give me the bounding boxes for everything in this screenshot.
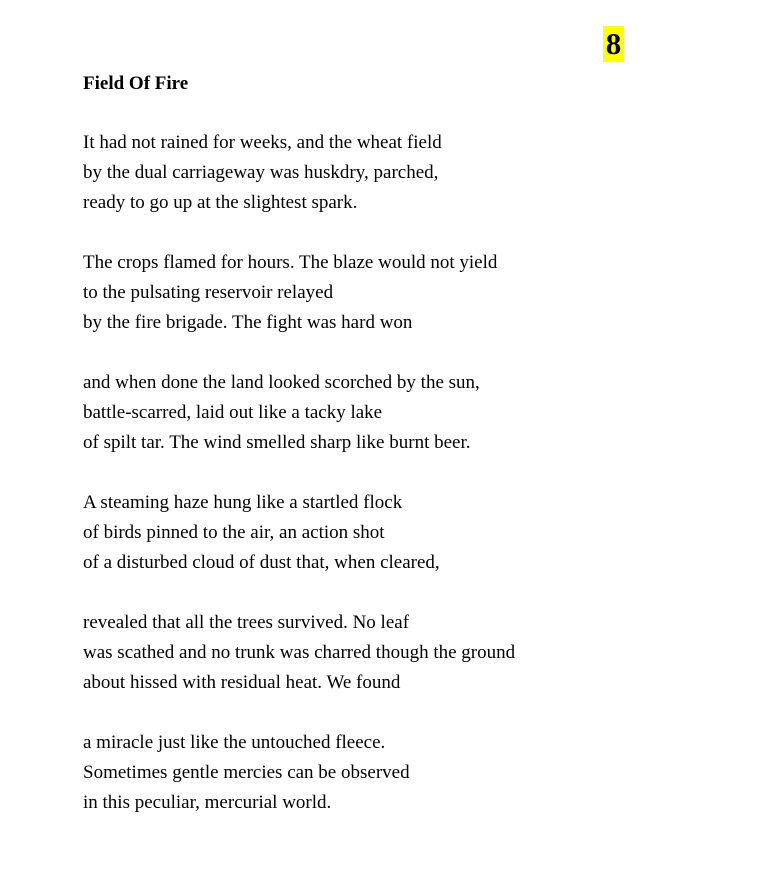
page-number-highlight: 8 bbox=[603, 26, 624, 62]
poem-line: ready to go up at the slightest spark. bbox=[83, 192, 358, 213]
poem-line: of spilt tar. The wind smelled sharp like burnt beer. bbox=[83, 432, 471, 453]
stanza-3 bbox=[83, 368, 480, 458]
stanza-6 bbox=[83, 728, 410, 818]
poem-line: It had not rained for weeks, and the wheat field bbox=[83, 132, 442, 153]
poem-line: a miracle just like the untouched fleece. bbox=[83, 732, 386, 753]
poem-line: by the fire brigade. The fight was hard won bbox=[83, 312, 413, 333]
stanza-2 bbox=[83, 248, 497, 338]
poem-line: revealed that all the trees survived. No leaf bbox=[83, 612, 410, 633]
poem-line: The crops flamed for hours. The blaze would not yield bbox=[83, 252, 498, 273]
poem-line: of a disturbed cloud of dust that, when cleared, bbox=[83, 552, 440, 573]
poem-title: Field Of Fire bbox=[83, 73, 189, 94]
poem-line: in this peculiar, mercurial world. bbox=[83, 792, 332, 813]
poem-line: to the pulsating reservoir relayed bbox=[83, 282, 334, 303]
poem-line: about hissed with residual heat. We found bbox=[83, 672, 401, 693]
stanza-4 bbox=[83, 488, 440, 578]
stanza-5 bbox=[83, 608, 515, 698]
poem-line: by the dual carriageway was huskdry, parched, bbox=[83, 162, 439, 183]
stanza-1 bbox=[83, 128, 442, 218]
poem-line: A steaming haze hung like a startled flock bbox=[83, 492, 403, 513]
poem-line: of birds pinned to the air, an action shot bbox=[83, 522, 385, 543]
poem-line: and when done the land looked scorched by the sun, bbox=[83, 372, 480, 393]
poem-line: battle-scarred, laid out like a tacky lake bbox=[83, 402, 383, 423]
poem-line: was scathed and no trunk was charred though the ground bbox=[83, 642, 516, 663]
poem-line: Sometimes gentle mercies can be observed bbox=[83, 762, 410, 783]
